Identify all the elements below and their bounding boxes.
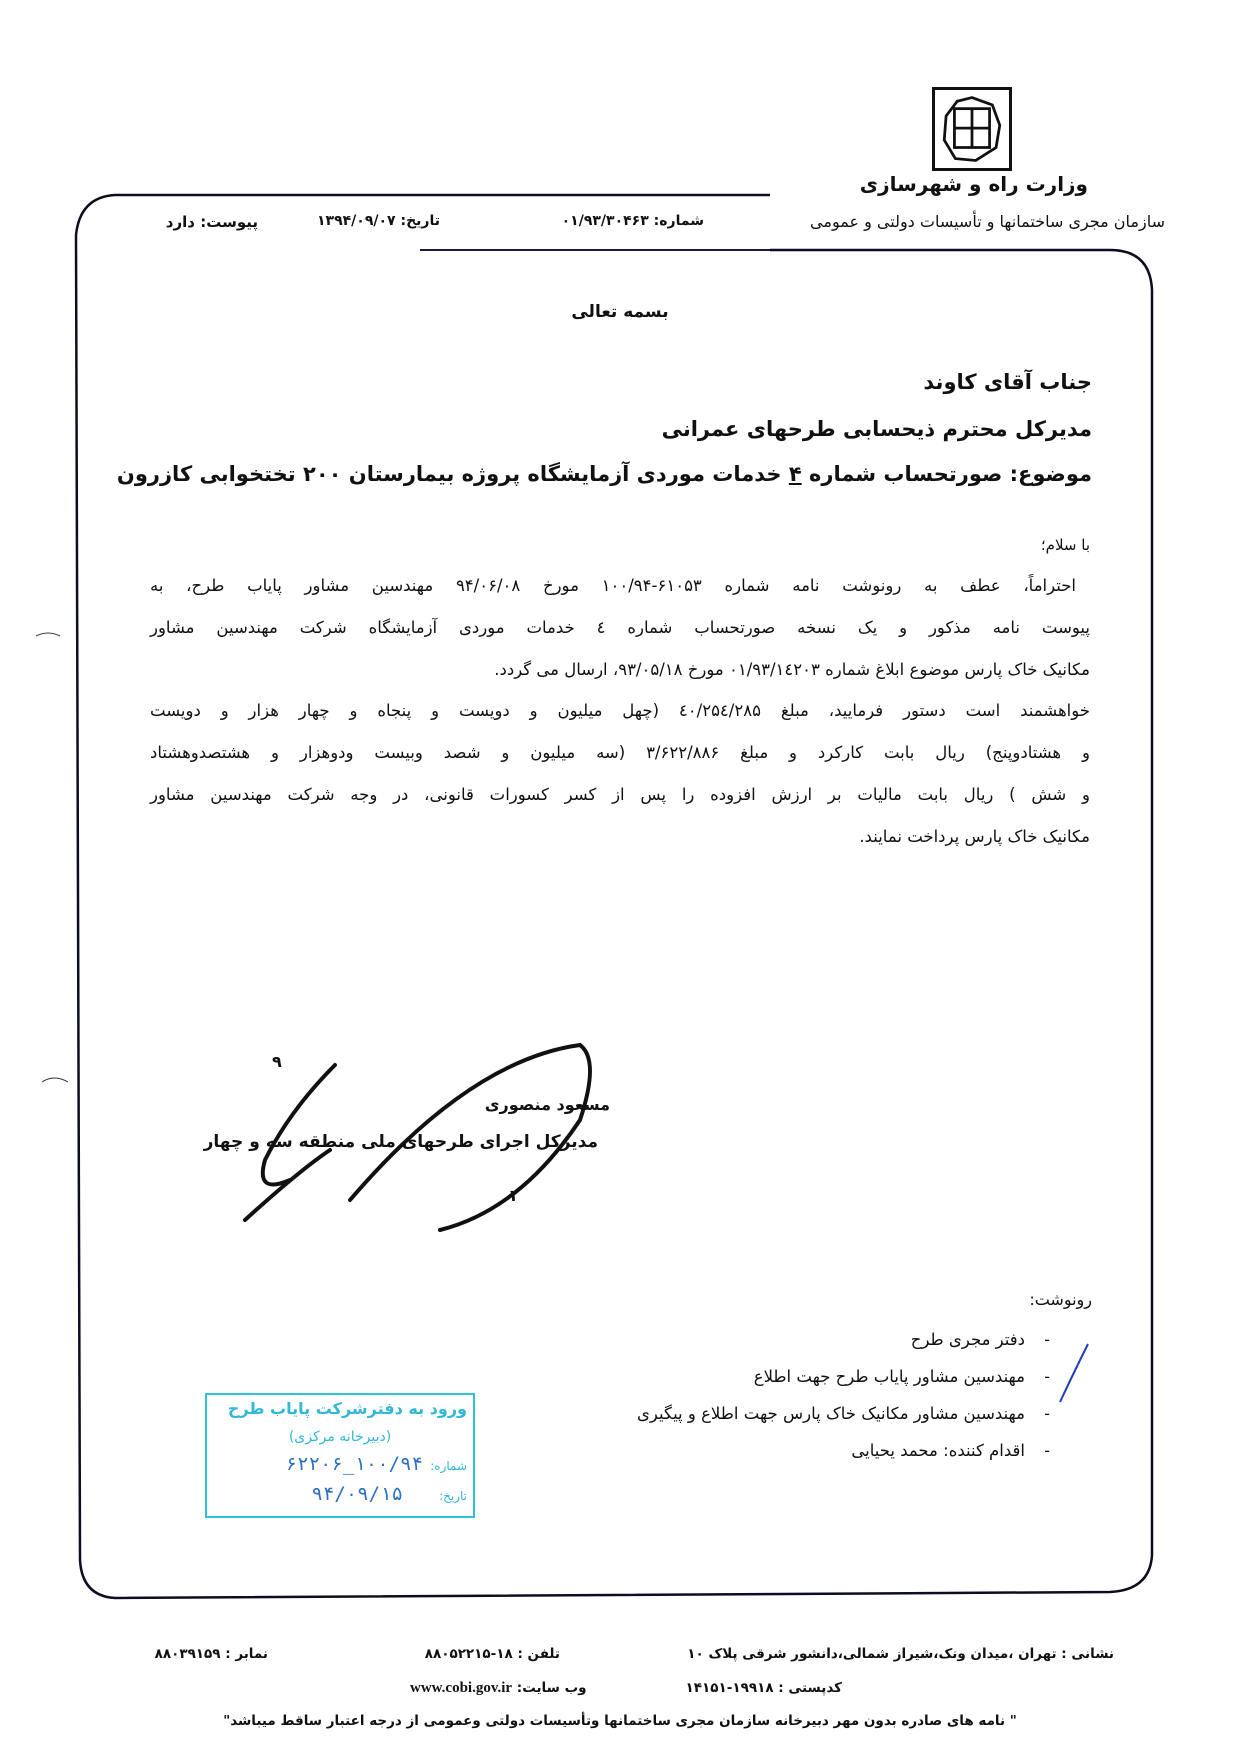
website-label: وب سایت: — [516, 1680, 587, 1696]
basmala: بسمه تعالی — [571, 302, 669, 322]
greeting: با سلام؛ — [1040, 536, 1090, 554]
cc-dash: - — [1044, 1330, 1050, 1349]
received-stamp — [205, 1393, 475, 1518]
stamp-date-value: ۹۴/۰۹/۱۵ — [311, 1483, 403, 1505]
footer-fax: نمابر : ۸۸۰۳۹۱۵۹ — [154, 1646, 268, 1662]
footer-address: نشانی : تهران ،میدان ونک،شیراز شمالی،دانشور شرقی پلاک ۱۰ — [687, 1646, 1114, 1662]
signature-mark-top: ۹ — [272, 1052, 282, 1071]
ministry-name: وزارت راه و شهرسازی — [859, 172, 1088, 196]
paragraph-line: و هشتادوپنج) ریال بابت کارکرد و مبلغ ۳/۶۲۲/۸۸۶ (سه میلیون و شصد وبیست ودوهزار و هشتصدوهشتاد — [150, 743, 1090, 762]
signatory-title: مدیرکل اجرای طرحهای ملی منطقه سه و چهار — [203, 1132, 598, 1152]
date-label: تاریخ: — [400, 213, 440, 229]
recipient-name: جناب آقای کاوند — [923, 370, 1092, 394]
hole-punch-mark — [36, 633, 60, 636]
stamp-subtitle: (دبیرخانه مرکزی) — [288, 1429, 392, 1445]
website-link[interactable]: www.cobi.gov.ir — [410, 1680, 513, 1696]
signatory-name: مسعود منصوری — [484, 1095, 610, 1114]
paragraph-line: مکانیک خاک پارس پرداخت نمایند. — [859, 827, 1090, 846]
stamp-number-label: شماره: — [430, 1459, 467, 1473]
footer-website — [410, 1680, 587, 1697]
stamp-number-value: ۱۰۰/۹۴_۶۲۲۰۶ — [285, 1453, 423, 1475]
paragraph-line: و شش ) ریال بابت مالیات بر ارزش افزوده را پس از کسر کسورات قانونی، در وجه شرکت مهندسین مشاور — [150, 785, 1090, 804]
frame-border — [76, 195, 1152, 1598]
footer-disclaimer: " نامه های صادره بدون مهر دبیرخانه سازمان مجری ساختمانها وتأسیسات دولتی وعمومی از درجه اعتبار ساقط میباشد" — [223, 1713, 1017, 1729]
letter-date — [317, 213, 440, 229]
letter-attachment — [166, 213, 258, 231]
window-emblem-icon — [935, 90, 1009, 168]
letter-number — [562, 213, 704, 229]
number-label: شماره: — [653, 213, 704, 229]
cc-item: دفتر مجری طرح — [910, 1330, 1025, 1349]
subject-line — [117, 462, 1092, 486]
attachment-value: دارد — [165, 213, 195, 231]
hole-punch-mark — [42, 1078, 68, 1082]
paragraph-line: خواهشمند است دستور فرمایید، مبلغ ٤۰/۲۵٤/۲۸۵ (چهل میلیون و دویست و پنجاه و چهار هزار و دویست — [150, 701, 1090, 720]
subject-text: خدمات موردی آزمایشگاه پروژه بیمارستان ۲۰۰ تختخوابی کازرون — [116, 462, 782, 486]
recipient-title: مدیرکل محترم ذیحسابی طرحهای عمرانی — [661, 417, 1092, 441]
subject-prefix: موضوع: صورتحساب شماره — [808, 462, 1092, 486]
paragraph-1 — [150, 565, 1090, 691]
footer-postal: کدپستی : ۱۹۹۱۸-۱۴۱۵۱ — [685, 1680, 842, 1696]
cc-label: رونوشت: — [1029, 1290, 1092, 1309]
cc-item: اقدام کننده: محمد یحیایی — [851, 1441, 1025, 1460]
cc-item: مهندسین مشاور پایاب طرح جهت اطلاع — [753, 1367, 1025, 1386]
blue-pen-mark — [1060, 1344, 1088, 1402]
cc-dash: - — [1044, 1367, 1050, 1386]
attachment-label: پیوست: — [200, 213, 258, 231]
paragraph-2 — [150, 690, 1090, 858]
paragraph-line: مکانیک خاک پارس موضوع ابلاغ شماره ۰۱/۹۳/۱٤۲۰۳ مورخ ۹۳/۰۵/۱۸، ارسال می گردد. — [494, 660, 1090, 679]
signature-mark-bottom: ۱ — [508, 1186, 518, 1205]
date-value: ۱۳۹۴/۰۹/۰۷ — [317, 213, 396, 229]
cc-dash: - — [1044, 1404, 1050, 1423]
paragraph-line: پیوست نامه مذکور و یک نسخه صورتحساب شماره ٤ خدمات موردی آزمایشگاه شرکت مهندسین مشاور — [150, 618, 1090, 637]
number-value: ۰۱/۹۳/۳۰۴۶۳ — [561, 213, 649, 229]
cc-dash: - — [1044, 1441, 1050, 1460]
organization-name: سازمان مجری ساختمانها و تأسیسات دولتی و عمومی — [810, 212, 1165, 231]
stamp-date-label: تاریخ: — [439, 1489, 467, 1503]
paragraph-line: احتراماً، عطف به رونوشت نامه شماره ۶۱۰۵۳-۱۰۰/۹۴ مورخ ۹۴/۰۶/۰۸ مهندسین مشاور پایاب طرح، به — [150, 576, 1076, 595]
ministry-logo — [932, 87, 1012, 171]
footer-phone: تلفن : ۱۸-۸۸۰۵۲۲۱۵ — [424, 1646, 560, 1662]
stamp-title: ورود به دفترشرکت پایاب طرح — [227, 1399, 467, 1418]
subject-number: ۴ — [788, 462, 802, 486]
cc-item: مهندسین مشاور مکانیک خاک پارس جهت اطلاع و پیگیری — [636, 1404, 1025, 1423]
